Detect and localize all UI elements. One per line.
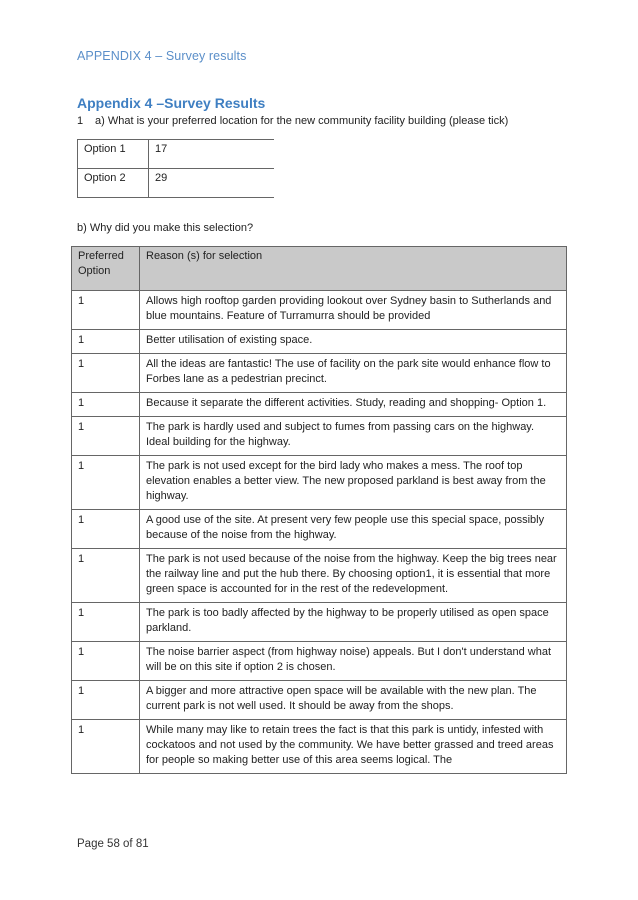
reason-cell: A bigger and more attractive open space will be available with the new plan. The current park is not well used. It should be away from the shops. <box>140 681 567 720</box>
table-row <box>72 642 567 681</box>
table-row <box>72 603 567 642</box>
table-row <box>72 354 567 393</box>
option-count: 29 <box>149 169 275 198</box>
question-1-text: a) What is your preferred location for the new community facility building (please tick) <box>95 115 509 127</box>
preferred-option-cell: 1 <box>72 603 140 642</box>
preferred-option-cell: 1 <box>72 549 140 603</box>
preferred-option-cell: 1 <box>72 354 140 393</box>
preferred-option-cell: 1 <box>72 642 140 681</box>
table-row <box>72 393 567 417</box>
options-table <box>77 139 274 198</box>
preferred-option-cell: 1 <box>72 417 140 456</box>
option-label: Option 2 <box>78 169 149 198</box>
option-count: 17 <box>149 140 275 169</box>
table-row <box>72 549 567 603</box>
page-header: APPENDIX 4 – Survey results <box>77 49 247 63</box>
reason-cell: All the ideas are fantastic! The use of facility on the park site would enhance flow to Forbes lane as a pedestrian precinct. <box>140 354 567 393</box>
reason-cell: The park is not used except for the bird lady who makes a mess. The roof top elevation enables a better view. The new proposed parkland is best away from the highway. <box>140 456 567 510</box>
reason-cell: Allows high rooftop garden providing lookout over Sydney basin to Sutherlands and blue mountains. Feature of Turramurra should be provided <box>140 291 567 330</box>
preferred-option-cell: 1 <box>72 456 140 510</box>
reason-cell: A good use of the site. At present very few people use this special space, possibly because of the noise from the highway. <box>140 510 567 549</box>
option-label: Option 1 <box>78 140 149 169</box>
preferred-option-cell: 1 <box>72 330 140 354</box>
reason-cell: Better utilisation of existing space. <box>140 330 567 354</box>
question-2: b) Why did you make this selection? <box>77 222 254 234</box>
table-row <box>72 720 567 774</box>
table-row <box>72 330 567 354</box>
table-row <box>72 291 567 330</box>
reason-cell: Because it separate the different activities. Study, reading and shopping- Option 1. <box>140 393 567 417</box>
reason-cell: The park is too badly affected by the highway to be properly utilised as open space parkland. <box>140 603 567 642</box>
page-number: Page 58 of 81 <box>77 838 149 850</box>
option-row <box>78 169 275 198</box>
table-body <box>72 291 567 774</box>
section-title: Appendix 4 –Survey Results <box>77 95 266 111</box>
question-1 <box>77 115 508 127</box>
column-header-option: Preferred Option <box>72 247 140 291</box>
table-row <box>72 681 567 720</box>
reason-cell: While many may like to retain trees the fact is that this park is untidy, infested with cockatoos and not used by the community. We have better grassed and treed areas for people so making better use of this area seems logical. The <box>140 720 567 774</box>
question-1-number: 1 <box>77 115 84 127</box>
preferred-option-cell: 1 <box>72 720 140 774</box>
table-row <box>72 456 567 510</box>
reason-cell: The noise barrier aspect (from highway noise) appeals. But I don't understand what will be on this site if option 2 is chosen. <box>140 642 567 681</box>
table-header-row <box>72 247 567 291</box>
reason-cell: The park is not used because of the noise from the highway. Keep the big trees near the railway line and put the hub there. By choosing option1, it is essential that more green space is accounted for in the rest of the redevelopment. <box>140 549 567 603</box>
preferred-option-cell: 1 <box>72 393 140 417</box>
preferred-option-cell: 1 <box>72 681 140 720</box>
preferred-option-cell: 1 <box>72 510 140 549</box>
table-row <box>72 510 567 549</box>
column-header-reason: Reason (s) for selection <box>140 247 567 291</box>
reasons-table <box>71 246 567 774</box>
reason-cell: The park is hardly used and subject to fumes from passing cars on the highway. Ideal building for the highway. <box>140 417 567 456</box>
preferred-option-cell: 1 <box>72 291 140 330</box>
table-row <box>72 417 567 456</box>
option-row <box>78 140 275 169</box>
